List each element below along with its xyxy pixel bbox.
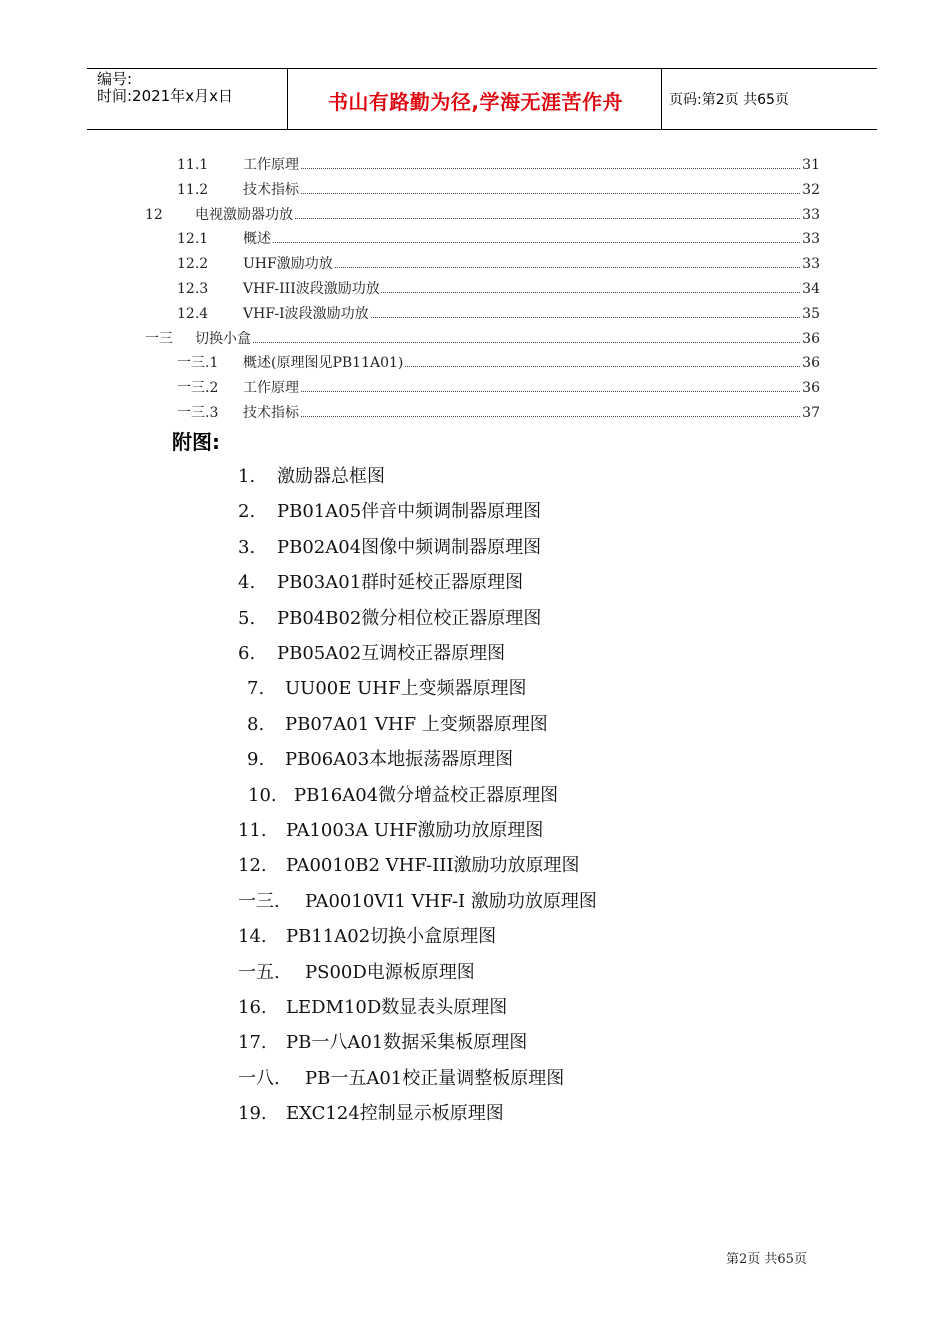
figure-item	[248, 779, 900, 813]
toc-entry-number: 11.1	[177, 157, 209, 173]
figure-title: PA1003A UHF激励功放原理图	[286, 820, 544, 841]
figure-number: 16.	[238, 997, 267, 1018]
toc-entry-number: 一三.1	[177, 355, 219, 372]
toc-entry[interactable]	[177, 401, 820, 425]
toc-entry[interactable]	[177, 302, 820, 326]
toc-entry-page: 36	[801, 376, 820, 400]
figure-title: PB04B02微分相位校正器原理图	[277, 607, 542, 629]
toc-entry-title: 工作原理	[243, 376, 300, 400]
figure-title: UU00E UHF上变频器原理图	[285, 678, 527, 700]
toc-entry[interactable]	[177, 153, 820, 177]
figure-number: 3.	[238, 536, 256, 558]
toc-entry-page: 35	[801, 302, 820, 326]
figure-title: PA0010B2 VHF-III激励功放原理图	[286, 855, 580, 877]
figure-number: 19.	[238, 1103, 267, 1125]
toc-entry-page: 33	[801, 203, 820, 227]
figure-number: 5.	[238, 607, 256, 629]
figure-item	[238, 885, 900, 919]
figure-title: EXC124控制显示板原理图	[286, 1103, 504, 1125]
toc-entry-number: 一三.2	[177, 380, 219, 397]
figure-number: 7.	[247, 678, 265, 700]
toc-entry[interactable]	[177, 178, 820, 202]
figure-item	[238, 849, 900, 883]
toc-leader-dots	[243, 168, 802, 169]
figure-title: PA0010VI1 VHF-I 激励功放原理图	[305, 890, 597, 912]
figure-number: 一三.	[238, 890, 280, 912]
figure-item	[238, 602, 900, 636]
toc-entry-page: 37	[801, 401, 820, 425]
toc-entry-number: 12	[145, 206, 163, 223]
header-number-label: 编号:	[97, 70, 133, 88]
figure-item	[247, 708, 900, 742]
toc-entry[interactable]	[177, 277, 820, 301]
figure-item	[238, 637, 900, 671]
header-meta	[97, 71, 233, 105]
figure-number: 一五.	[238, 961, 280, 983]
figure-number: 11.	[238, 820, 267, 841]
figure-title: PB11A02切换小盒原理图	[286, 926, 497, 948]
figure-number: 2.	[238, 501, 256, 523]
header-page-info: 页码:第2页 共65页	[669, 92, 789, 108]
toc-entry-number: 12.2	[177, 256, 209, 273]
figure-item	[238, 1026, 900, 1060]
toc-entry[interactable]	[177, 376, 820, 400]
toc-entry-title: VHF-I波段激励功放	[243, 302, 370, 326]
toc-entry-title: 技术指标	[243, 178, 300, 202]
toc-entry-title: 概述(原理图见PB11A01)	[243, 351, 404, 375]
figure-item	[238, 814, 900, 848]
toc-entry-page: 36	[801, 327, 820, 351]
figure-title: PB05A02互调校正器原理图	[277, 643, 506, 664]
figure-number: 4.	[238, 572, 256, 594]
figure-item	[238, 460, 900, 494]
figure-item	[238, 920, 900, 954]
toc-entry-title: 技术指标	[243, 401, 300, 425]
header-time-label: 时间:2021年x月x日	[97, 87, 233, 105]
toc-entry-title: 工作原理	[243, 153, 300, 177]
figure-title: PB06A03本地振荡器原理图	[285, 749, 514, 771]
figure-title: PB一八A01数据采集板原理图	[286, 1032, 528, 1054]
figure-item	[247, 672, 900, 706]
toc-entry[interactable]	[177, 227, 820, 251]
figure-number: 6.	[238, 643, 256, 664]
figure-item	[238, 531, 900, 565]
figure-title: PB16A04微分增益校正器原理图	[294, 784, 559, 806]
toc-entry-number: 一三	[145, 330, 173, 347]
header-divider	[287, 69, 288, 129]
toc-entry-title: VHF-III波段激励功放	[243, 277, 381, 301]
figure-title: PB01A05伴音中频调制器原理图	[277, 501, 542, 523]
toc-entry-page: 32	[801, 178, 820, 202]
figure-item	[238, 1097, 900, 1131]
toc-entry-number: 12.3	[177, 281, 209, 297]
figure-number: 1.	[238, 466, 256, 487]
toc-leader-dots	[243, 193, 802, 194]
figure-title: PS00D电源板原理图	[305, 961, 475, 983]
figure-number: 12.	[238, 855, 267, 877]
toc-entry-page: 33	[801, 252, 820, 276]
toc-entry-page: 31	[801, 153, 820, 177]
figure-item	[238, 566, 900, 600]
figure-title: PB02A04图像中频调制器原理图	[277, 536, 542, 558]
toc-entry-number: 11.2	[177, 181, 209, 198]
toc-entry[interactable]	[145, 327, 820, 351]
toc-leader-dots	[243, 391, 802, 392]
toc-leader-dots	[243, 242, 802, 243]
toc-entry-title: 概述	[243, 227, 272, 251]
figure-item	[238, 495, 900, 529]
figure-number: 8.	[247, 713, 265, 735]
figures-heading: 附图:	[172, 430, 220, 454]
toc-entry-number: 12.1	[177, 231, 209, 248]
toc-entry-title: 电视激励器功放	[195, 203, 294, 227]
figure-number: 10.	[248, 784, 277, 806]
figure-number: 9.	[247, 749, 265, 771]
figure-item	[238, 991, 900, 1025]
toc-entry-page: 34	[801, 277, 820, 301]
toc-entry[interactable]	[177, 351, 820, 375]
figure-item	[238, 956, 900, 990]
figure-title: LEDM10D数显表头原理图	[286, 997, 508, 1018]
figure-item	[238, 1062, 900, 1096]
figure-number: 17.	[238, 1032, 267, 1054]
toc-entry-page: 33	[801, 227, 820, 251]
figure-item	[247, 743, 900, 777]
toc-entry[interactable]	[177, 252, 820, 276]
figure-number: 14.	[238, 926, 267, 948]
toc-entry-page: 36	[801, 351, 820, 375]
toc-entry-number: 一三.3	[177, 405, 219, 421]
figure-title: PB03A01群时延校正器原理图	[277, 572, 524, 594]
figure-title: 激励器总框图	[277, 466, 385, 487]
header-motto: 书山有路勤为径,学海无涯苦作舟	[327, 90, 624, 114]
toc-entry[interactable]	[145, 203, 820, 227]
figure-number: 一八.	[238, 1067, 280, 1089]
toc-entry-title: UHF激励功放	[243, 252, 334, 276]
page-footer: 第2页 共65页	[726, 1252, 807, 1267]
page-header	[87, 68, 877, 130]
toc-leader-dots	[195, 342, 802, 343]
toc-leader-dots	[243, 416, 802, 417]
figure-title: PB07A01 VHF 上变频器原理图	[285, 713, 548, 735]
toc-entry-title: 切换小盒	[195, 327, 252, 351]
figure-title: PB一五A01校正量调整板原理图	[305, 1067, 565, 1089]
toc-entry-number: 12.4	[177, 305, 209, 322]
